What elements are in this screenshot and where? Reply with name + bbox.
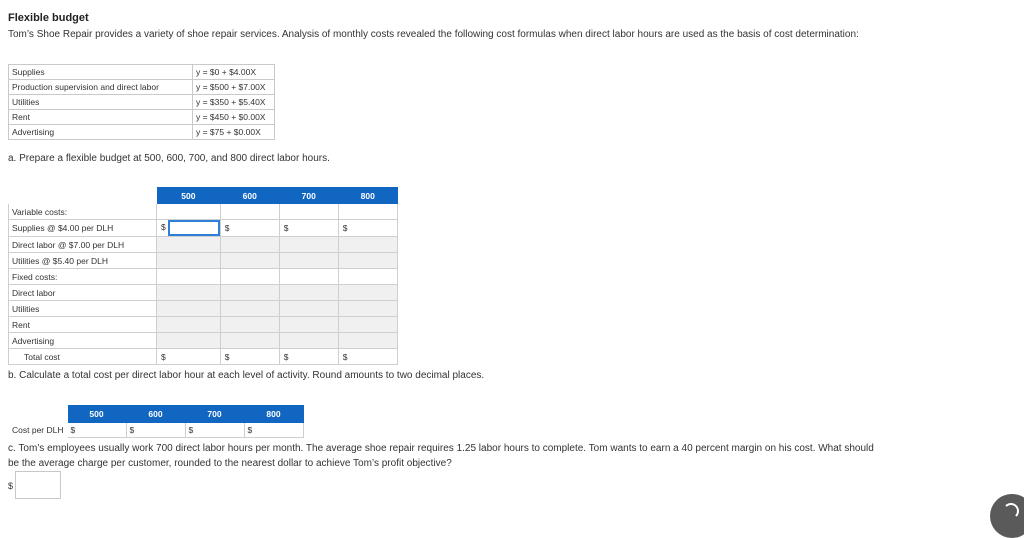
row-label: Advertising [9, 333, 157, 349]
row-label: Utilities [9, 301, 157, 317]
cost-formulas-table [8, 64, 275, 140]
part-c-question-line2: be the average charge per customer, rounded to the nearest dollar to achieve Tom’s profit objective? [8, 458, 452, 469]
table-row [9, 253, 398, 269]
level-header: 700 [279, 188, 338, 204]
row-label: Variable costs: [9, 204, 157, 220]
budget-input[interactable] [279, 301, 338, 317]
budget-input[interactable] [279, 253, 338, 269]
budget-input[interactable] [279, 333, 338, 349]
currency-symbol: $ [8, 481, 14, 491]
total-600[interactable]: $ [220, 349, 279, 365]
supplies-700-input[interactable]: $ [279, 220, 338, 237]
cost-per-dlh-600[interactable]: $ [126, 423, 185, 438]
row-label: Supplies @ $4.00 per DLH [9, 220, 157, 237]
cost-per-dlh-500[interactable]: $ [67, 423, 126, 438]
budget-input[interactable] [279, 285, 338, 301]
row-label: Direct labor @ $7.00 per DLH [9, 237, 157, 253]
part-c-question-line1: c. Tom’s employees usually work 700 direct labor hours per month. The average shoe repair requires 1.25 labor hours to complete. Tom wants to earn a 40 percent margin on his cost. What should [8, 443, 874, 454]
table-row [9, 204, 398, 220]
budget-input[interactable] [279, 237, 338, 253]
table-row [9, 237, 398, 253]
budget-input[interactable] [220, 253, 279, 269]
budget-input[interactable] [157, 237, 221, 253]
supplies-800-input[interactable]: $ [338, 220, 397, 237]
budget-input[interactable] [279, 317, 338, 333]
total-800[interactable]: $ [338, 349, 397, 365]
row-label: Total cost [9, 349, 157, 365]
budget-input[interactable] [338, 285, 397, 301]
total-700[interactable]: $ [279, 349, 338, 365]
table-row [9, 65, 275, 80]
level-header: 600 [126, 406, 185, 423]
level-header: 700 [185, 406, 244, 423]
formula-label: Rent [9, 110, 193, 125]
table-header-row [9, 188, 398, 204]
level-header: 600 [220, 188, 279, 204]
intro-text: Tom’s Shoe Repair provides a variety of shoe repair services. Analysis of monthly costs revealed the following cost formulas when direct labor hours are used as the basis of cost determination: [8, 29, 859, 40]
level-header: 500 [67, 406, 126, 423]
cost-per-dlh-800[interactable]: $ [244, 423, 303, 438]
level-header: 800 [244, 406, 303, 423]
table-row [9, 80, 275, 95]
table-row [9, 317, 398, 333]
level-header: 800 [338, 188, 397, 204]
table-header-row [9, 406, 304, 423]
budget-input[interactable] [157, 253, 221, 269]
page-title: Flexible budget [8, 12, 89, 24]
budget-input[interactable] [338, 253, 397, 269]
budget-input[interactable] [338, 237, 397, 253]
budget-input[interactable] [157, 301, 221, 317]
flexible-budget-table [8, 187, 398, 365]
budget-input[interactable] [338, 333, 397, 349]
part-a-question: a. Prepare a flexible budget at 500, 600, 700, and 800 direct labor hours. [8, 153, 330, 164]
formula-value: y = $450 + $0.00X [193, 110, 275, 125]
total-500[interactable]: $ [157, 349, 221, 365]
table-row [9, 125, 275, 140]
row-label: Direct labor [9, 285, 157, 301]
average-charge-input[interactable] [15, 471, 61, 499]
table-row [9, 95, 275, 110]
table-row [9, 301, 398, 317]
budget-input[interactable] [338, 317, 397, 333]
table-row [9, 333, 398, 349]
formula-label: Supplies [9, 65, 193, 80]
formula-value: y = $500 + $7.00X [193, 80, 275, 95]
table-row [9, 110, 275, 125]
part-b-question: b. Calculate a total cost per direct labor hour at each level of activity. Round amounts to two decimal places. [8, 370, 485, 381]
budget-input[interactable] [220, 317, 279, 333]
formula-label: Advertising [9, 125, 193, 140]
formula-label: Utilities [9, 95, 193, 110]
cost-per-dlh-table [8, 405, 304, 438]
budget-input[interactable] [220, 285, 279, 301]
formula-label: Production supervision and direct labor [9, 80, 193, 95]
budget-input[interactable] [157, 317, 221, 333]
supplies-600-input[interactable]: $ [220, 220, 279, 237]
formula-value: y = $0 + $4.00X [193, 65, 275, 80]
budget-input[interactable] [157, 285, 221, 301]
table-row [9, 349, 398, 365]
supplies-500-input[interactable]: $ [157, 220, 221, 237]
table-row [9, 285, 398, 301]
table-row [9, 269, 398, 285]
budget-input[interactable] [220, 333, 279, 349]
table-row [9, 220, 398, 237]
budget-input[interactable] [220, 237, 279, 253]
budget-input[interactable] [338, 301, 397, 317]
row-label: Utilities @ $5.40 per DLH [9, 253, 157, 269]
level-header: 500 [157, 188, 221, 204]
formula-value: y = $350 + $5.40X [193, 95, 275, 110]
table-row [9, 423, 304, 438]
row-label: Fixed costs: [9, 269, 157, 285]
budget-input[interactable] [220, 301, 279, 317]
help-icon[interactable] [990, 494, 1024, 538]
row-label: Rent [9, 317, 157, 333]
row-label: Cost per DLH [9, 423, 68, 438]
formula-value: y = $75 + $0.00X [193, 125, 275, 140]
cost-per-dlh-700[interactable]: $ [185, 423, 244, 438]
budget-input[interactable] [157, 333, 221, 349]
header-blank [9, 188, 157, 204]
